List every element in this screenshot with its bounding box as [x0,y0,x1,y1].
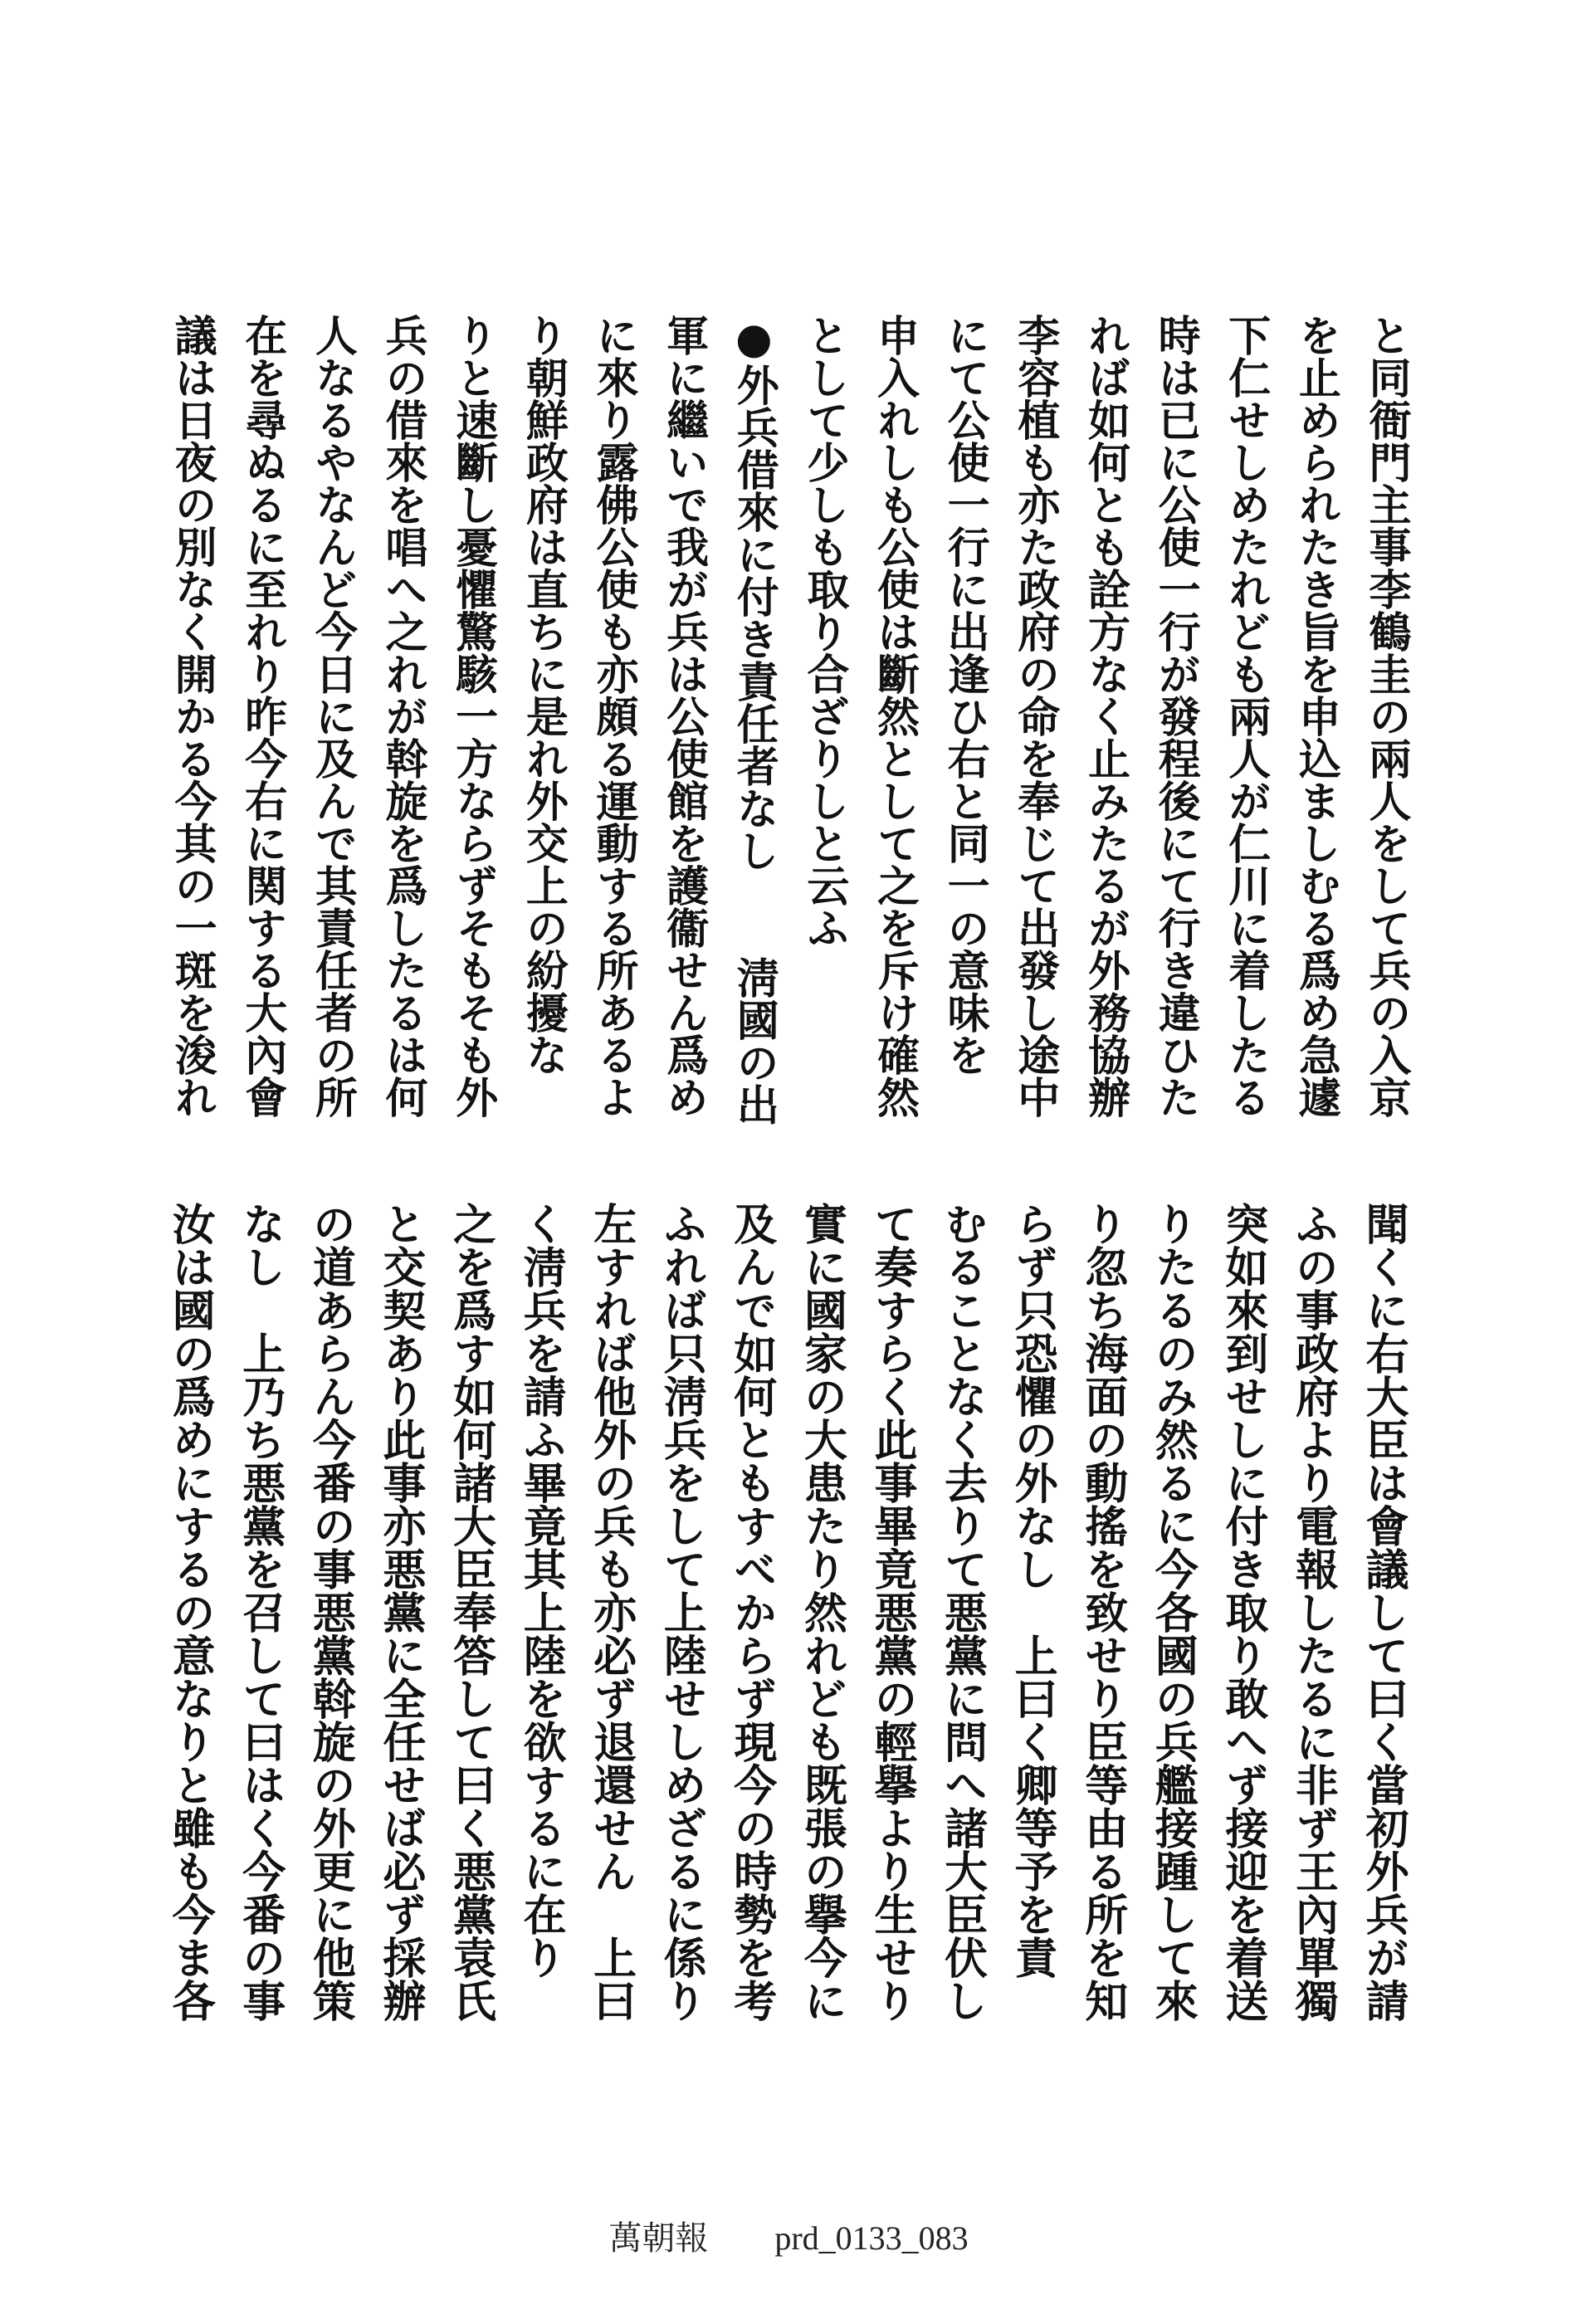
upper-text-block [167,314,1411,1135]
lower-text-column: と交契あり此事亦悪黨に全任せば必ず採辦 [374,1202,426,2022]
lower-text-column: ふれば只淸兵をして上陸せしめざるに係り [656,1202,707,2022]
lower-text-column: 實に國家の大患たり然れども既張の擧今に [796,1202,847,2022]
lower-text-column: 左すれば他外の兵も亦必ず退還せん 上曰 [585,1202,637,2022]
upper-text-column: として少しも取り合ざりしと云ふ [798,314,849,949]
lower-text-column: らず只恐懼の外なし 上曰く卿等予を責 [1007,1202,1058,1979]
upper-text-column: 時は已に公使一行が發程後にて行き違ひた [1150,314,1201,1118]
upper-text-column: ●外兵借來に付き責任者なし 淸國の出 [729,314,779,1125]
upper-text-column: 下仁せしめたれども兩人が仁川に着したる [1220,314,1271,1118]
upper-text-column: 李容植も亦た政府の命を奉じて出發し途中 [1009,314,1060,1118]
upper-text-column: 在を尋ぬるに至れり昨今右に関する大內會 [237,314,287,1118]
lower-text-column: なし 上乃ち悪黨を召して曰はく今番の事 [234,1202,286,2022]
upper-text-column: 軍に繼いで我が兵は公使館を護衞せん爲め [658,314,709,1118]
source-name: 萬朝報 [608,2219,709,2257]
lower-text-column: 聞くに右大臣は會議して曰く當初外兵が請 [1358,1202,1409,2022]
upper-text-column: 申入れしも公使は斷然として之を斥け確然 [869,314,920,1118]
lower-text-column: 突如來到せしに付き取り敢へず接迎を着送 [1217,1202,1268,2022]
upper-text-column: りと速斷し憂懼驚駭一方ならずそもそも外 [447,314,498,1118]
lower-text-column: りたるのみ然るに今各國の兵艦接踵して來 [1147,1202,1199,2022]
upper-text-column: 人なるやなんど今日に及んで其責任者の所 [307,314,358,1118]
upper-text-column: り朝鮮政府は直ちに是れ外交上の紛擾な [518,314,569,1076]
lower-text-column: ふの事政府より電報したるに非ず王內單獨 [1287,1202,1339,2022]
upper-text-column: れば如何とも詮方なく止みたるが外務協辦 [1080,314,1130,1118]
lower-text-column: 之を爲す如何諸大臣奉答して曰く悪黨袁氏 [445,1202,496,2022]
upper-text-column: を止められたき旨を申込ましむる爲め急遽 [1291,314,1341,1118]
lower-text-column: むることなく去りて悪黨に問へ諸大臣伏し [936,1202,988,2022]
lower-text-column: て奏すらく此事畢竟悪黨の輕擧より生せり [866,1202,917,2022]
upper-text-column: 議は日夜の別なく開かる今其の一斑を浚れ [167,314,217,1118]
lower-text-column: 汝は國の爲めにするの意なりと雖も今ま各 [164,1202,216,2022]
upper-text-column: にて公使一行に出逢ひ右と同一の意味を [940,314,990,1076]
lower-text-block [164,1202,1409,2032]
upper-text-column: に來り露佛公使も亦頗る運動する所あるよ [588,314,638,1118]
page-footer [0,2212,1577,2259]
upper-text-column: と同衙門主事李鶴圭の兩人をして兵の入京 [1361,314,1411,1118]
lower-text-column: 及んで如何ともすべからず現今の時勢を考 [725,1202,777,2022]
lower-text-column: の道あらん今番の事悪黨斡旋の外更に他策 [305,1202,356,2022]
upper-text-column: 兵の借來を唱へ之れが斡旋を爲したるは何 [378,314,428,1118]
page-id: prd_0133_083 [774,2219,969,2257]
lower-text-column: く淸兵を請ふ畢竟其上陸を欲するに在り [515,1202,567,1979]
lower-text-column: り忽ち海面の動搖を致せり臣等由る所を知 [1077,1202,1128,2022]
